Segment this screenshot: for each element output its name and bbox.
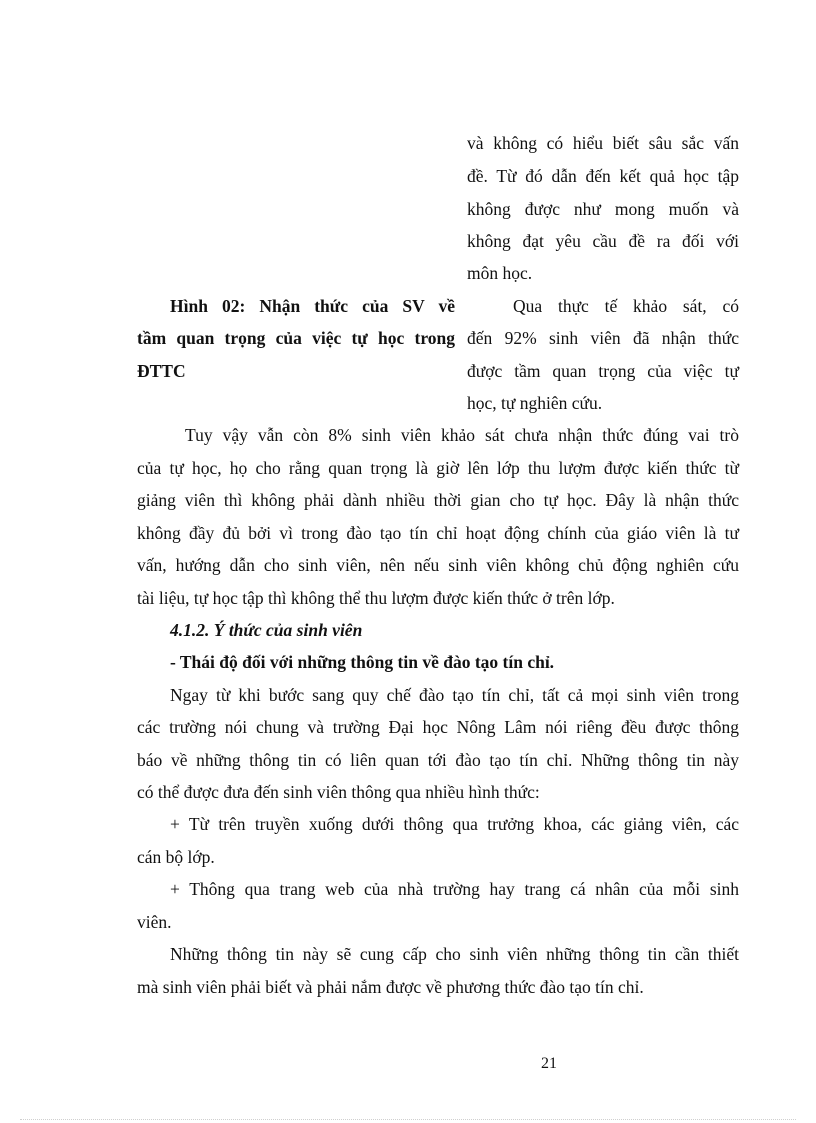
bullet-line: + Từ trên truyền xuống dưới thông qua trưởng khoa, các giảng viên, các bbox=[170, 814, 739, 834]
paragraph-line: báo về những thông tin có liên quan tới đào tạo tín chỉ. Những thông tin này bbox=[137, 750, 739, 770]
right-column-line: đến 92% sinh viên đã nhận thức bbox=[467, 328, 739, 348]
bullet-line: viên. bbox=[137, 912, 172, 932]
bullet-line: + Thông qua trang web của nhà trường hay trang cá nhân của mỗi sinh bbox=[170, 879, 739, 899]
right-column-line: đề. Từ đó dẫn đến kết quả học tập bbox=[467, 166, 739, 186]
paragraph-line: Ngay từ khi bước sang quy chế đào tạo tín chỉ, tất cả mọi sinh viên trong bbox=[170, 685, 739, 705]
right-column-line: môn học. bbox=[467, 263, 533, 283]
right-column-line: được tầm quan trọng của việc tự bbox=[467, 361, 739, 381]
figure-caption-line: ĐTTC bbox=[137, 361, 186, 381]
paragraph-line: mà sinh viên phải biết và phải nắm được về phương thức đào tạo tín chỉ. bbox=[137, 977, 644, 997]
page-number: 21 bbox=[541, 1055, 557, 1072]
paragraph-line: của tự học, họ cho rằng quan trọng là giờ lên lớp thu lượm được kiến thức từ bbox=[137, 458, 739, 478]
page-bottom-divider bbox=[20, 1119, 796, 1120]
paragraph-line: giảng viên thì không phải dành nhiều thời gian cho tự học. Đây là nhận thức bbox=[137, 490, 739, 510]
right-column-line: học, tự nghiên cứu. bbox=[467, 393, 603, 413]
figure-caption-line: Hình 02: Nhận thức của SV về bbox=[170, 296, 455, 316]
bullet-line: cán bộ lớp. bbox=[137, 847, 215, 867]
figure-caption-line: tầm quan trọng của việc tự học trong bbox=[137, 328, 455, 348]
subheading: - Thái độ đối với những thông tin về đào tạo tín chỉ. bbox=[170, 652, 555, 672]
right-column-line: không đạt yêu cầu đề ra đối với bbox=[467, 231, 739, 251]
paragraph-line: Những thông tin này sẽ cung cấp cho sinh viên những thông tin cần thiết bbox=[170, 944, 739, 964]
paragraph-line: có thể được đưa đến sinh viên thông qua nhiều hình thức: bbox=[137, 782, 540, 802]
right-column-line: Qua thực tế khảo sát, có bbox=[513, 296, 739, 316]
right-column-line: và không có hiểu biết sâu sắc vấn bbox=[467, 133, 739, 153]
right-column-line: không được như mong muốn và bbox=[467, 199, 739, 219]
paragraph-line: vấn, hướng dẫn cho sinh viên, nên nếu sinh viên không chủ động nghiên cứu bbox=[137, 555, 739, 575]
section-heading: 4.1.2. Ý thức của sinh viên bbox=[170, 620, 363, 640]
paragraph-line: Tuy vậy vẫn còn 8% sinh viên khảo sát chưa nhận thức đúng vai trò bbox=[185, 425, 739, 445]
paragraph-line: không đầy đủ bởi vì trong đào tạo tín chỉ hoạt động chính của giáo viên là tư bbox=[137, 523, 739, 543]
paragraph-line: các trường nói chung và trường Đại học Nông Lâm nói riêng đều được thông bbox=[137, 717, 739, 737]
paragraph-line: tài liệu, tự học tập thì không thể thu lượm được kiến thức ở trên lớp. bbox=[137, 588, 615, 608]
